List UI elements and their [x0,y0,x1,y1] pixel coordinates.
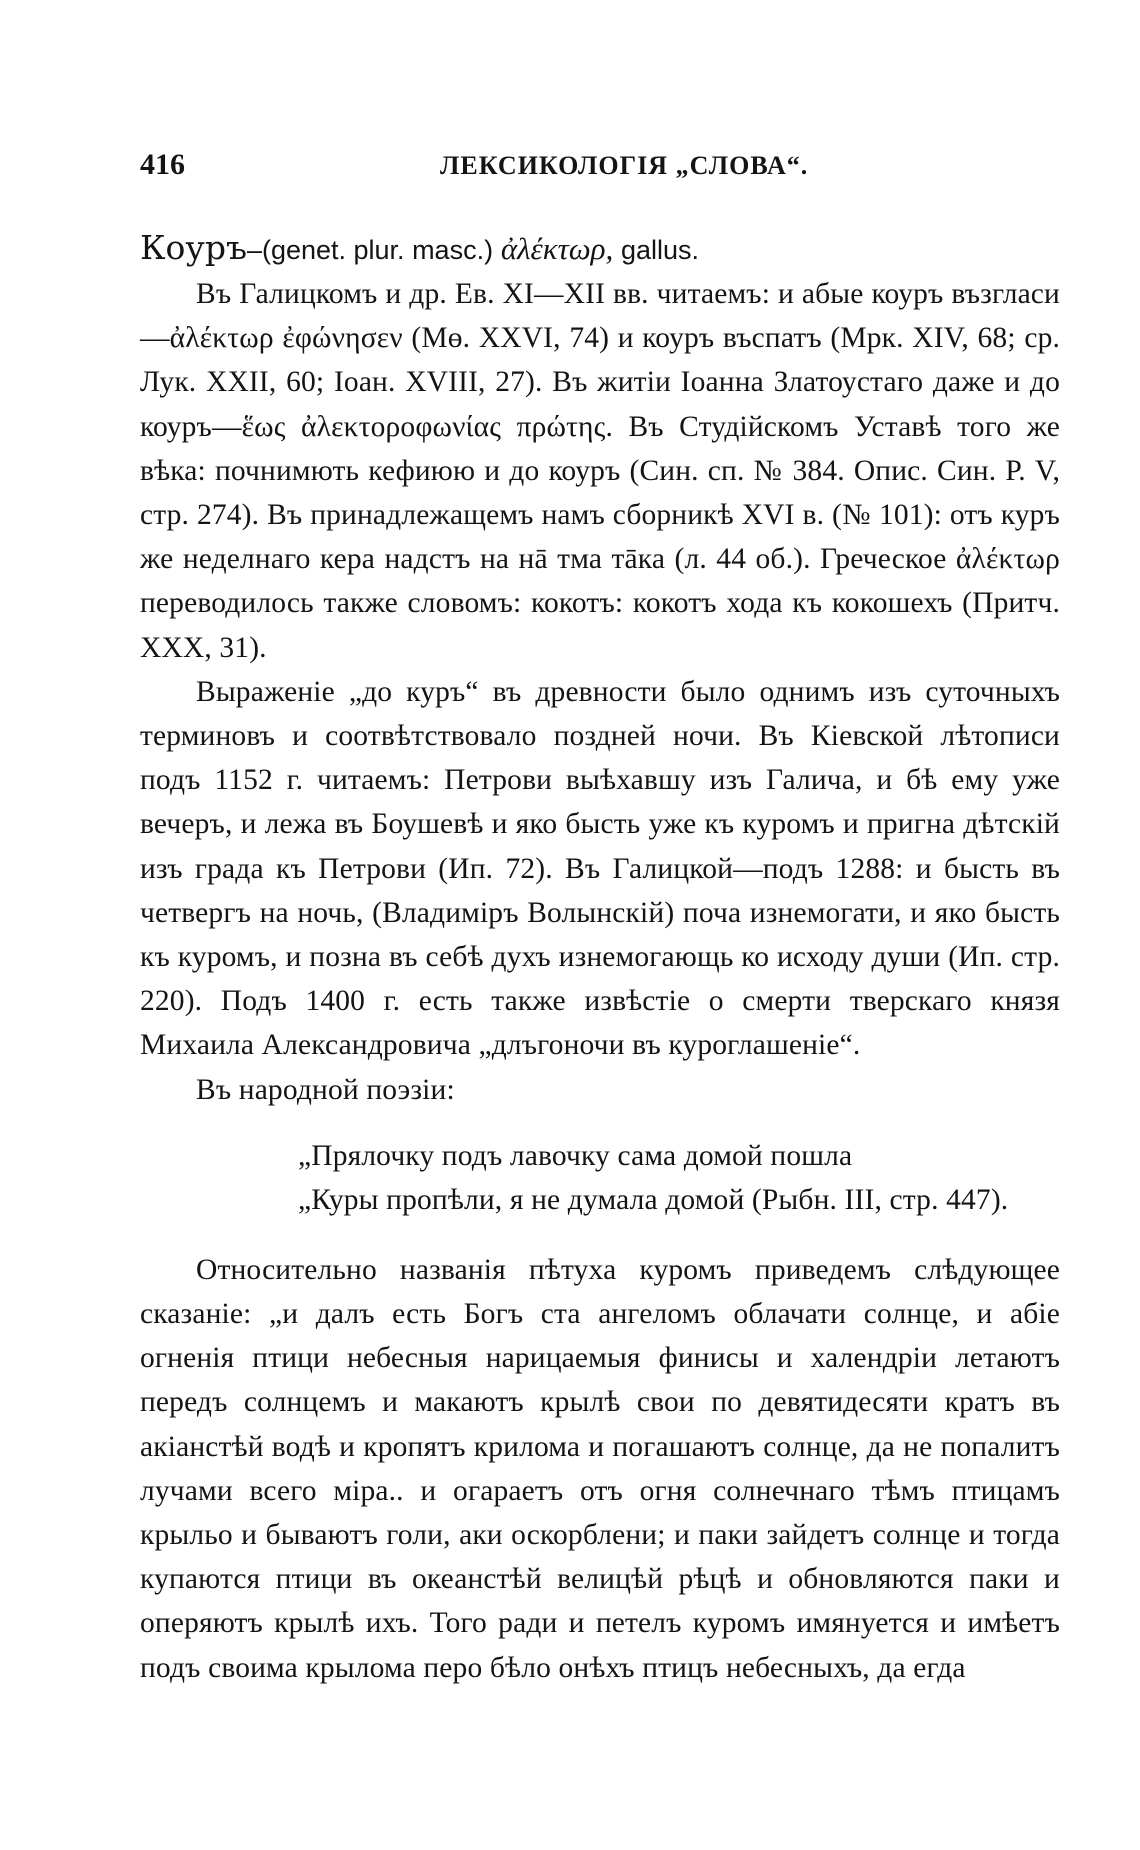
paragraph-do-kur-expression: Выраженіе „до куръ“ въ древности было однимъ изъ суточныхъ терминовъ и соотвѣтствовало поздней ночи. Въ Кіевской лѣтописи подъ 1152 г. читаемъ: Петрови выѣхавшу изъ Галича, и бѣ ему уже вечеръ, и лежа въ Боушевѣ и яко бысть уже къ куромъ и пригна дѣтскій изъ града къ Петрови (Ип. 72). Въ Галицкой—подъ 1288: и бысть въ четвергъ на ночь, (Владиміръ Волынскій) поча изнемогати, и яко бысть къ куромъ, и позна въ себѣ духъ изнемогающь ко исходу души (Ип. стр. 220). Подъ 1400 г. есть также извѣстіе о смерти тверскаго князя Михаила Александровича „длъгоночи въ куроглашеніе“. [140,675,1060,1062]
paragraph-galician-gospel: Въ Галицкомъ и др. Ев. XI—XII вв. читаемъ: и абые коуръ възгласи—ἀλέκτωρ ἐφώνησεν (Мө. XXVI, 74) и коуръ въспатъ (Мрк. XIV, 68; ср. Лук. XXII, 60; Іоан. XVIII, 27). Въ житіи Іоанна Златоустаго даже и до коуръ—ἕως ἀλεκτοροφωνίας πρώτης. Въ Студійскомъ Уставѣ того же вѣка: почнимють кефиюю и до коуръ (Син. сп. № 384. Опис. Син. Р. V, стр. 274). Въ принадлежащемъ намъ сборникѣ XVI в. (№ 101): отъ куръ же неделнаго кера надстъ на нā тма тāка (л. 44 об.). Греческое ἀλέκτωρ переводилось также словомъ: кокотъ: кокотъ хода къ кокошехъ (Притч. XXX, 31). [140,278,1060,664]
body-text [140,272,1060,1690]
paragraph-rooster-legend: Относительно названія пѣтуха куромъ приведемъ слѣдующее сказаніе: „и далъ есть Богъ ста ангеломъ облачати солнце, и абіе огненія птици небесныя нарицаемыя финисы и халендріи летаютъ передъ солнцемъ и макаютъ крылѣ свои по девятидесяти кратъ въ акіанстѣй водѣ и кропятъ крилома и погашаютъ солнце, да не попалитъ лучами всего міра.. и огараетъ отъ огня солнечнаго тѣмъ птицамъ крыльо и бываютъ голи, аки оскорблени; и паки зайдетъ солнце и тогда купаются птици въ океанстѣй велицѣй рѣцѣ и обновляются паки и оперяютъ крылѣ ихъ. Того ради и петелъ куромъ имянуется и имѣетъ подъ своима крылома перо бѣло онѣхъ птицъ небесныхъ, да егда [140,1253,1060,1684]
grammar-note: –(genet. plur. masc.) [246,235,494,265]
entry-heading [140,226,1060,272]
headword: Коуръ [140,228,247,267]
verse-line: „Прялочку подъ лавочку сама домой пошла [298,1139,853,1172]
greek-equivalent: ἀλέκτωρ, [500,231,614,266]
page-number: 416 [140,148,185,181]
latin-equivalent: gallus. [620,235,700,265]
verse-line: „Куры пропѣли, я не думала домой (Рыбн. III, стр. 447). [298,1183,1009,1216]
paragraph-folk-poetry-intro: Въ народной поэзіи: [196,1073,455,1106]
folk-verse [298,1134,1060,1222]
running-title: ЛЕКСИКОЛОГІЯ „СЛОВА“. [440,151,809,180]
running-head [140,148,1060,188]
